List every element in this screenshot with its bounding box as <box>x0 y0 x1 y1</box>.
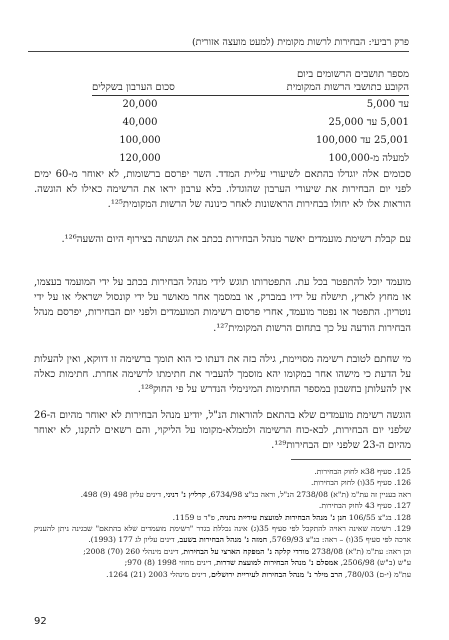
guarantee-cell: 100,000 <box>119 135 161 146</box>
case-name: חמזה נ' מנהל הבחירות בשעב <box>179 535 268 545</box>
voters-cell: עד 5,000 <box>366 99 409 110</box>
case-name: קרליץ נ' דניני <box>165 489 206 499</box>
footnote-text: , דינים עליון 498 (9) 498. <box>80 489 166 499</box>
table-row <box>92 114 409 132</box>
footnote-125: 125. סעיף 38א לחוק הבחירות. <box>314 467 411 476</box>
voters-cell: למעלה מ-100,000 <box>328 153 409 164</box>
guarantee-cell: 20,000 <box>122 99 158 110</box>
table-header <box>92 68 409 96</box>
voters-column-header <box>287 68 409 94</box>
case-name: הרב מילר נ' מנהל הבחירות לעיריית ירושלים <box>211 569 343 579</box>
footnote-127: 127. סעיף 43 לחוק הבחירות. <box>318 501 411 511</box>
footnote-text: , דינים מינהלי 2003 (21) 1264. <box>106 569 212 579</box>
footnote-text: 129. רשימה שאינה ראויה להתקבל לפי סעיף 35(ג) אינה נכללת בגדר "רשימת מועמדים שלא בהתאם" שבגינה ניתן להעניק ארכה לפי סעיף 35(ו) – ראה: בג"צ 5769/93, <box>34 524 411 545</box>
table-row <box>92 96 409 114</box>
running-header: פרק רביעי: הבחירות לרשות מקומית (למעט מועצה אזורית) <box>28 36 409 52</box>
guarantee-cell: 40,000 <box>122 117 158 128</box>
voters-header-line-2: הקובע כתושבי הרשות המקומית <box>286 82 409 93</box>
footnote-text: , דינים מחוזי 1998 (8) 970; <box>124 558 217 568</box>
footnote-126-continuation <box>34 489 411 500</box>
footnote-text: עת"מ (י-ם) 780/03, <box>342 569 411 579</box>
footnote-126: 126. סעיף 35(ו) לחוק הבחירות. <box>311 478 411 488</box>
table-row <box>92 132 409 150</box>
case-name: אמסלם נ' מנהל הבחירות למועצת שדרות <box>216 558 339 568</box>
footnote-129-continuation <box>34 557 411 568</box>
footnote-text: , דינים מינהלי 260 (70) 2008; <box>83 546 184 556</box>
footnote-129-continuation <box>34 546 411 557</box>
footnote-128 <box>34 512 411 523</box>
case-name: חנן נ' מנהל הבחירות למועצת עיריית נתניה <box>219 512 347 522</box>
guarantee-cell: 120,000 <box>119 153 161 164</box>
guarantee-table <box>92 68 409 168</box>
footnote-text: וכן ראה: עת"מ (ת"א) 2738/08 <box>309 546 411 556</box>
table-row <box>92 150 409 168</box>
footnote-text: ע"ש (ב"ש) 2506/98, <box>338 558 411 568</box>
voters-header-line-1: מספר תושבים הרשומים ביום <box>296 69 409 80</box>
page-number: 92 <box>34 616 47 627</box>
paragraph-signatures: מי שחתם לטובת רשימה מסויימת, גילה בזה את דעתו כי הוא תומך ברשימה זו דווקא, ואין להעלות על הדעת כי מישהו אחר במקומו יהא מוסמך להעביר את חתימתו לרשימה אחרת. חתימות כאלה אין להעלותן בחשבון במספר החתימות המינימלי הנדרש על פי החוק¹²⁸. <box>34 354 411 396</box>
footnote-129-continuation <box>34 569 411 580</box>
voters-cell: 5,001 עד 25,000 <box>328 117 409 128</box>
footnote-text: , דינים עליון לג 177 (1993). <box>88 535 180 545</box>
paragraph-guarantee-indexation: סכומים אלה יוגדלו בהתאם לשיעורי עליית המדד. השר יפרסם ברשומות, לא יאוחר מ-60 ימים לפני יום הבחירות את שיעורי הערבון שהוגדלו. בלא ערבון יראו את הרשימה כאילו לא הוגשה. הוראות אלו לא יחולו בבחירות הראשונות לאחר כינונה של הרשות המקומית¹²⁵. <box>34 169 412 211</box>
footnote-separator <box>291 459 411 460</box>
voters-cell: 25,001 עד 100,000 <box>315 135 409 146</box>
footnotes <box>34 466 411 580</box>
paragraph-list-defects: הוגשה רשימת מועמדים שלא בהתאם להוראות הנ"ל, יודיע מנהל הבחירות לא יאוחר מהיום ה-26 שלפני יום הבחירות, לבא-כוח הרשימה ולממלא-מקומו על הליקוי, והם רשאים לתקנו, לא יאוחר מהיום ה-23 שלפני יום הבחירות¹²⁹. <box>34 410 411 452</box>
case-name: מודדי קלקה נ' המפקח הארצי על הבחירות <box>183 546 310 556</box>
footnote-text: ראה בעניין זה עת"מ (ת"א) 2738/08 הנ"ל, וראה בג"צ 6734/98, <box>205 489 411 499</box>
footnote-text: 128. בג"צ 106/55 <box>346 512 411 522</box>
footnote-text: , פ"ד ט 1159. <box>172 512 220 522</box>
paragraph-candidate-resignation: מועמד יוכל להתפטר בכל עת. התפטרותו תוגש לידי מנהל הבחירות בכתב על ידי המועמד בעצמו, או מחוץ לארץ, תישלח על ידיו במברק, או במסמך אחר מאושר על ידי קונסול ישראלי או על ידי נוטריון. התפטר או נפטר מועמד, אחרי פרסום רשימות המועמדים ולפני יום הבחירות, יפרסם מנהל הבחירות הודעה על כך בתחום הרשות המקומית¹²⁷. <box>34 277 411 334</box>
footnote-129 <box>34 523 411 546</box>
guarantee-column-header: סכום הערבון בשקלים <box>92 82 175 93</box>
paragraph-list-receipt: עם קבלת רשימת מועמדים יאשר מנהל הבחירות בכתב את הגשתה בצירוף היום והשעה¹²⁶. <box>61 234 411 245</box>
